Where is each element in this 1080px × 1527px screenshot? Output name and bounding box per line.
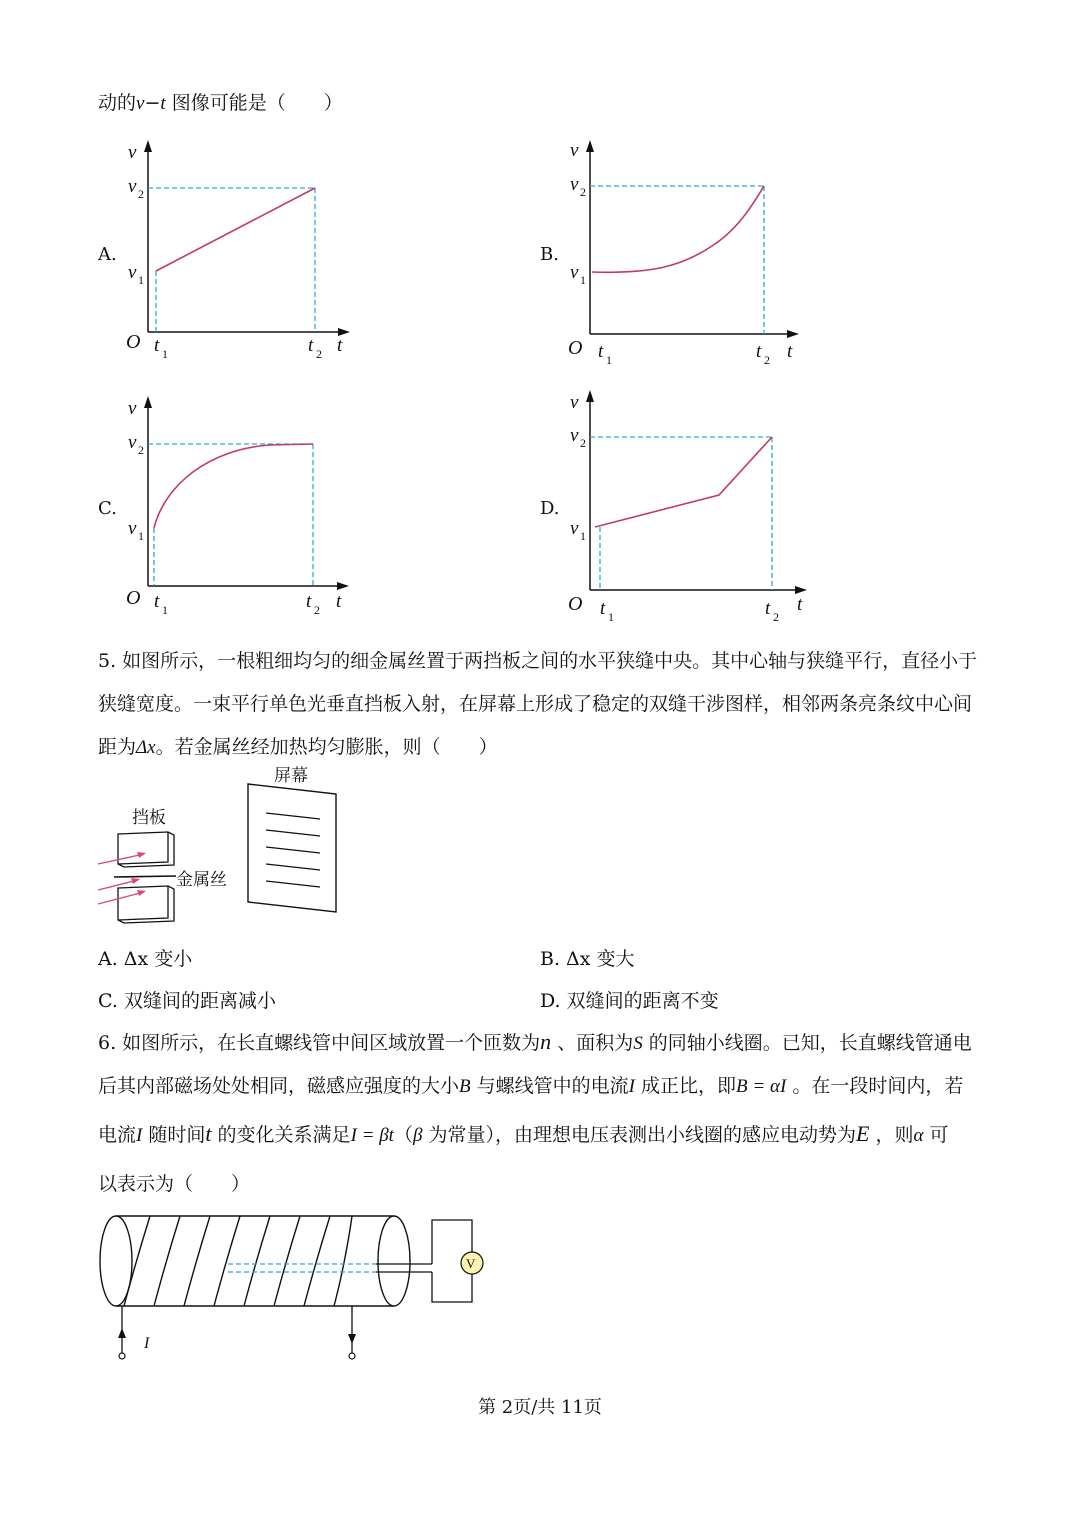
svg-text:2: 2 [773,610,779,624]
graph-a [120,138,370,368]
svg-text:t: t [598,341,604,362]
t-axis-label: t [337,335,343,356]
svg-text:v: v [570,262,579,283]
svg-text:2: 2 [138,443,144,457]
svg-text:1: 1 [138,273,144,287]
q5-option-d[interactable]: D. 双缝间的距离不变 [540,990,719,1012]
q5-line-3: 距为Δx。若金属丝经加热均匀膨胀，则（ ） [98,736,498,758]
svg-text:v: v [570,174,579,195]
curve-line [154,444,313,528]
svg-text:v: v [128,518,137,539]
current-arrow-down [348,1334,356,1344]
option-a-label[interactable]: A. [98,244,117,265]
v-axis-arrow [144,140,152,152]
q6-line-4: 以表示为（ ） [98,1173,251,1195]
svg-text:O: O [568,337,583,359]
option-d-label[interactable]: D. [540,498,560,519]
graph-b [562,138,812,368]
svg-text:1: 1 [606,353,612,367]
curve-line [595,437,772,527]
svg-text:v: v [570,518,579,539]
wire-label: 金属丝 [176,870,227,890]
svg-text:v: v [570,140,579,161]
q5-option-a[interactable]: A. Δx 变小 [98,948,193,970]
svg-text:2: 2 [764,353,770,367]
upper-baffle [118,832,174,867]
svg-text:t: t [600,598,606,619]
screen-label: 屏幕 [274,766,308,786]
svg-text:t: t [797,594,803,615]
solenoid-coils [124,1216,352,1306]
svg-text:2: 2 [316,347,322,361]
svg-text:t: t [765,598,771,619]
page-footer: 第 2页/共 11页 [478,1397,602,1418]
v1-label: v [128,262,137,283]
solenoid-figure [96,1206,516,1366]
t2-label: t [308,335,314,356]
solenoid-right-end [378,1216,410,1306]
svg-text:v: v [128,432,137,453]
svg-text:1: 1 [138,529,144,543]
lower-baffle [118,886,174,923]
svg-text:t: t [154,591,160,612]
svg-text:t: t [336,591,342,612]
current-arrow-up [118,1328,126,1338]
current-label: I [144,1335,150,1352]
q5-line-2: 狭缝宽度。一束平行单色光垂直挡板入射，在屏幕上形成了稳定的双缝干涉图样，相邻两条亮条纹中心间 [98,693,973,715]
svg-text:O: O [568,593,583,615]
graph-d [562,388,812,623]
v2-label: v [128,176,137,197]
graph-c [120,394,370,624]
svg-text:1: 1 [608,610,614,624]
curve-line [156,188,315,271]
baffle-label: 挡板 [132,808,166,828]
svg-text:2: 2 [138,187,144,201]
svg-text:1: 1 [580,273,586,287]
v-axis-label: v [128,142,137,163]
svg-text:t: t [787,341,793,362]
curve-line [592,186,764,272]
svg-text:2: 2 [580,436,586,450]
voltmeter-label: V [466,1256,476,1271]
q4-tail-line: 动的v−t 图像可能是（ ） [98,92,343,114]
svg-text:v: v [128,398,137,419]
svg-text:1: 1 [580,529,586,543]
svg-text:v: v [570,392,579,413]
svg-text:2: 2 [314,603,320,617]
t1-label: t [154,335,160,356]
svg-text:v: v [570,425,579,446]
svg-text:1: 1 [162,347,168,361]
origin-label: O [126,331,141,353]
q5-option-b[interactable]: B. Δx 变大 [540,948,635,970]
double-slit-figure [96,762,356,932]
option-b-label[interactable]: B. [540,244,559,265]
svg-text:t: t [306,591,312,612]
q5-option-c[interactable]: C. 双缝间的距离减小 [98,990,276,1012]
metal-wire [114,876,176,877]
svg-text:O: O [126,587,141,609]
screen [248,784,336,912]
svg-text:1: 1 [162,603,168,617]
q6-line-1: 6. 如图所示，在长直螺线管中间区域放置一个匝数为n 、面积为S 的同轴小线圈。已知，长直螺线管通电 [98,1029,972,1054]
q5-line-1: 5. 如图所示，一根粗细均匀的细金属丝置于两挡板之间的水平狭缝中央。其中心轴与狭缝平行，直径小于 [98,650,978,672]
option-c-label[interactable]: C. [98,498,117,519]
svg-text:t: t [756,341,762,362]
q6-line-2: 后其内部磁场处处相同，磁感应强度的大小B 与螺线管中的电流I 成正比，即B = αI 。在一段时间内，若 [98,1075,964,1097]
svg-text:2: 2 [580,185,586,199]
q6-line-3: 电流I 随时间t 的变化关系满足I = βt（β 为常量），由理想电压表测出小线圈的感应电动势为E ，则α 可 [98,1121,949,1146]
